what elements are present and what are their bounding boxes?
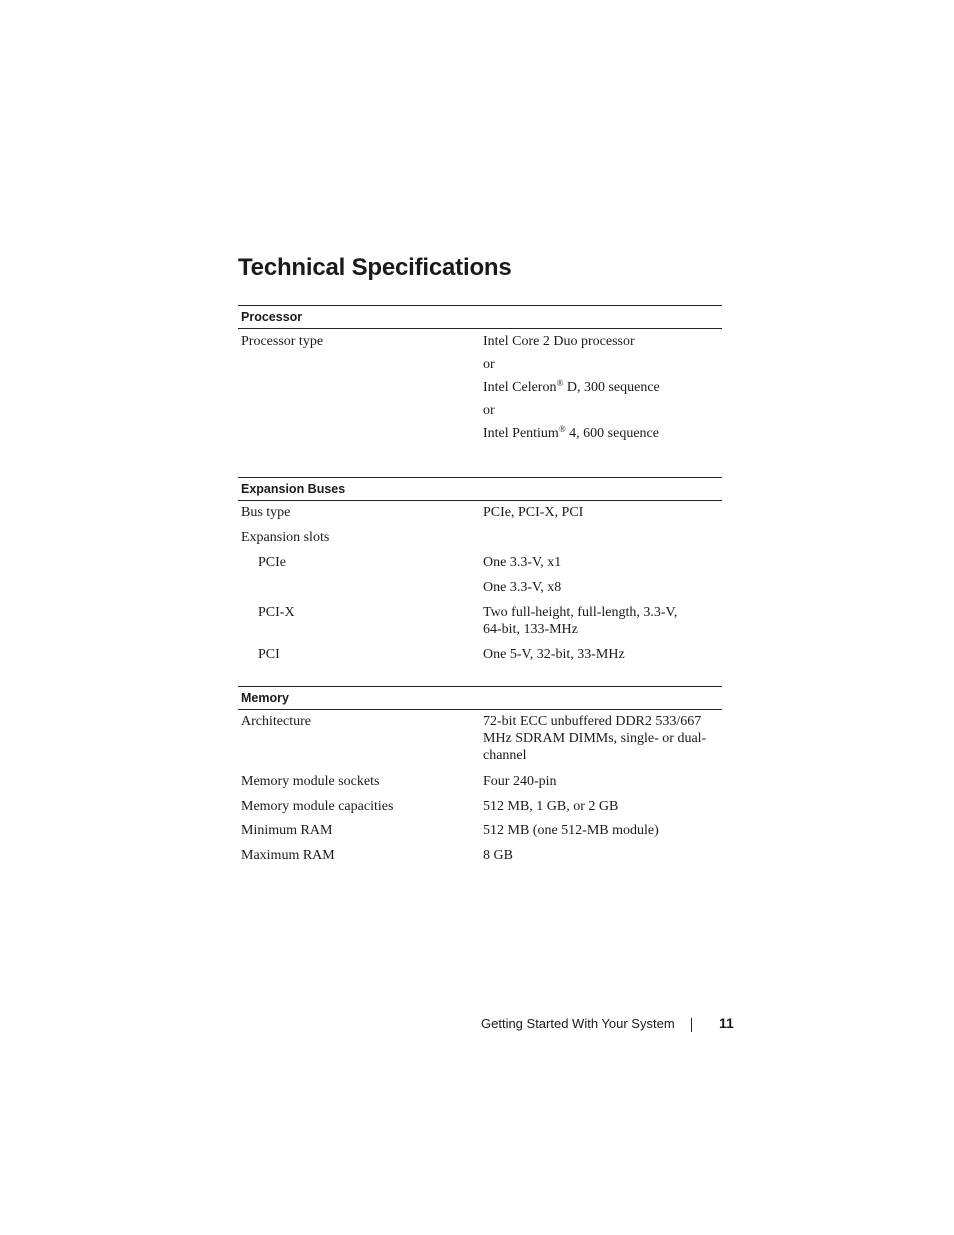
expansion-section	[238, 477, 722, 662]
expansion-heading: Expansion Buses	[238, 477, 722, 501]
processor-type-value-2	[483, 379, 719, 396]
pcie-label: PCIe	[258, 555, 286, 570]
memory-label: Memory module sockets	[241, 774, 380, 789]
memory-section	[238, 686, 722, 863]
celeron-detail: D, 300 sequence	[563, 380, 660, 395]
memory-value: Four 240-pin	[483, 774, 557, 789]
pcix-label: PCI-X	[258, 605, 295, 620]
pcie-value-1: One 3.3-V, x1	[483, 555, 562, 570]
page-number: 11	[719, 1015, 734, 1031]
pentium-detail: 4, 600 sequence	[565, 426, 659, 441]
bus-type-value: PCIe, PCI-X, PCI	[483, 505, 584, 520]
processor-or-2: or	[483, 403, 495, 418]
memory-value: 512 MB (one 512-MB module)	[483, 823, 659, 838]
processor-type-label: Processor type	[241, 334, 324, 349]
memory-value: 72-bit ECC unbuffered DDR2 533/667 MHz SDRAM DIMMs, single- or dual-channel	[483, 714, 707, 763]
bus-type-label: Bus type	[241, 505, 291, 520]
memory-label: Maximum RAM	[241, 848, 335, 863]
memory-value: 8 GB	[483, 848, 513, 863]
processor-section	[238, 305, 722, 441]
pci-value: One 5-V, 32-bit, 33-MHz	[483, 647, 625, 662]
pcie-value-2: One 3.3-V, x8	[483, 580, 562, 595]
footer-title: Getting Started With Your System	[481, 1016, 675, 1031]
page-title: Technical Specifications	[238, 254, 512, 281]
memory-heading: Memory	[238, 686, 722, 710]
expansion-slots-label: Expansion slots	[241, 530, 330, 545]
pentium-name: Intel Pentium	[483, 426, 559, 441]
processor-type-value-1: Intel Core 2 Duo processor	[483, 334, 635, 349]
processor-or-1: or	[483, 357, 495, 372]
processor-type-value-3	[483, 425, 719, 442]
pcix-value: Two full-height, full-length, 3.3-V, 64-bit, 133-MHz	[483, 605, 678, 637]
registered-mark: ®	[556, 378, 564, 388]
memory-label: Minimum RAM	[241, 823, 333, 838]
memory-value: 512 MB, 1 GB, or 2 GB	[483, 799, 619, 814]
celeron-name: Intel Celeron	[483, 380, 557, 395]
footer-divider	[691, 1018, 692, 1032]
memory-label: Memory module capacities	[241, 799, 394, 814]
processor-heading: Processor	[238, 305, 722, 329]
memory-label: Architecture	[241, 714, 311, 729]
registered-mark: ®	[558, 424, 566, 434]
pci-label: PCI	[258, 647, 280, 662]
